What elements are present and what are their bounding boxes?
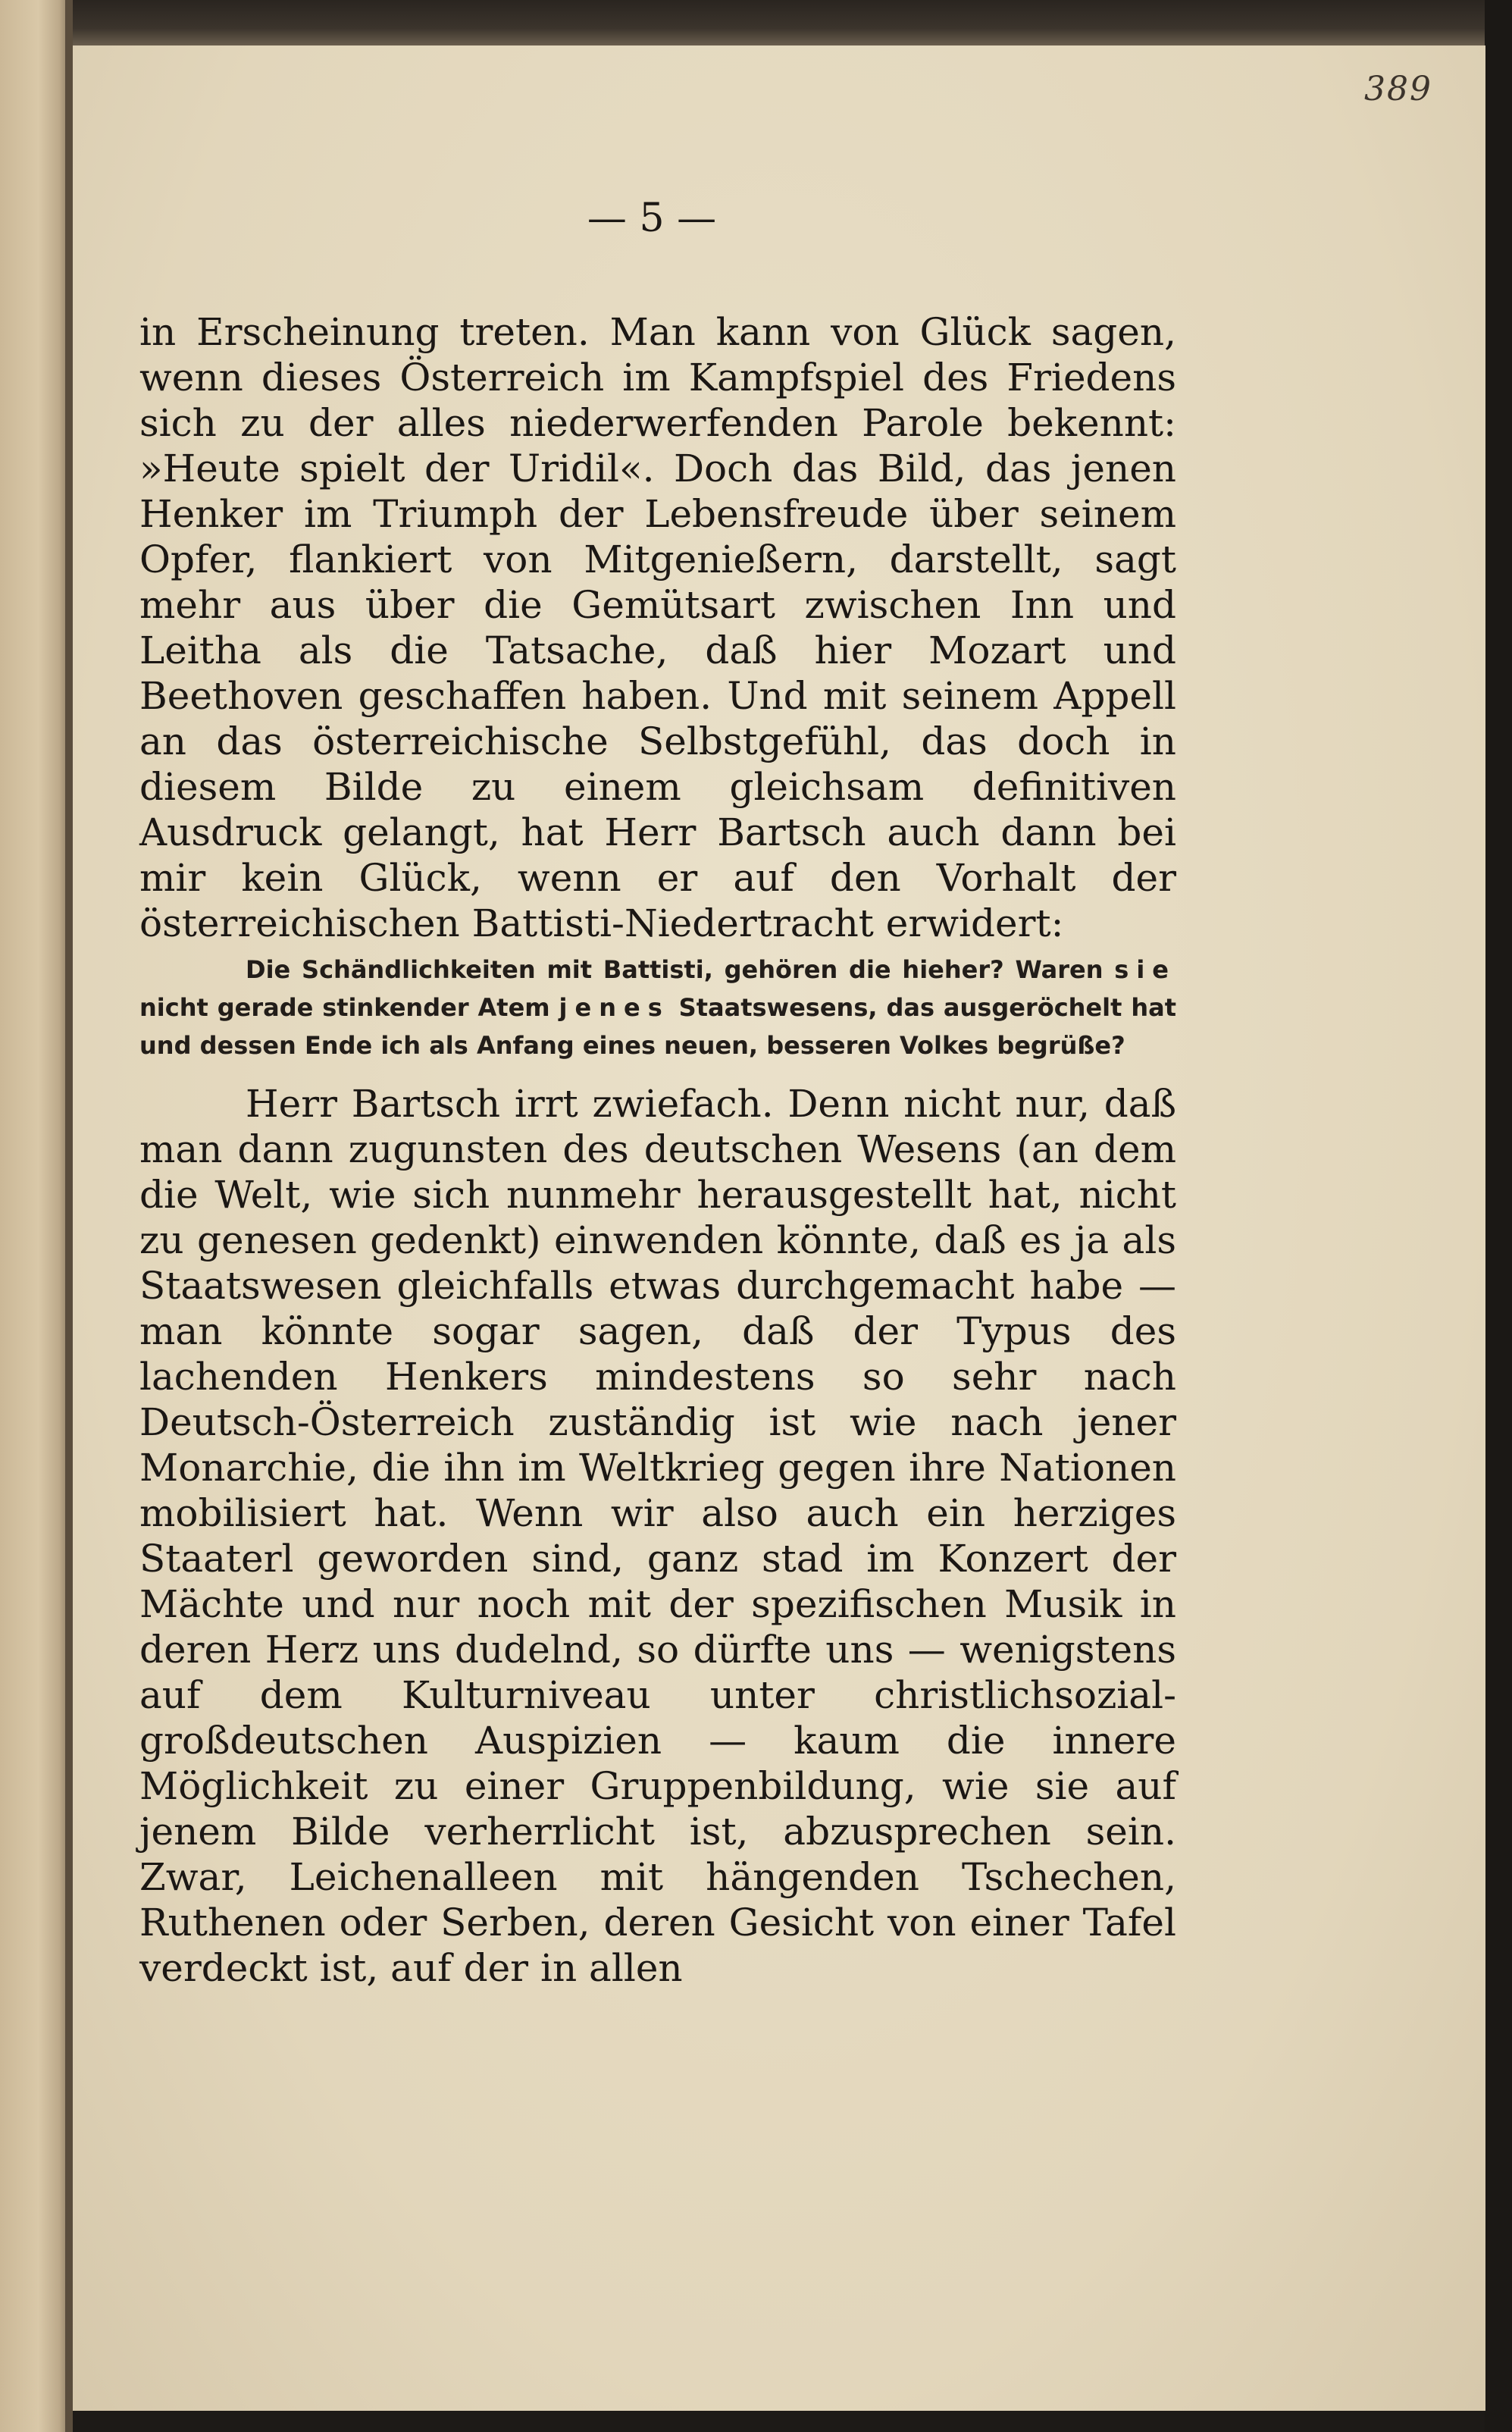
previous-page-edge <box>0 0 70 2432</box>
quote-text-1: Die Schändlichkeiten mit Battisti, gehören die hieher? Waren <box>246 955 1115 984</box>
binding-shadow <box>65 0 73 2432</box>
block-quote <box>139 951 1176 1064</box>
quote-emphasis-jenes: jenes <box>559 993 670 1022</box>
page-number: — 5 — <box>587 196 717 241</box>
quote-text-2: nicht gerade stinkender Atem <box>139 993 559 1022</box>
scan-right-border <box>1485 0 1512 2432</box>
paragraph-2: Herr Bartsch irrt zwiefach. Denn nicht nur, daß man dann zugunsten des deutschen Wesens (an dem die Welt, wie sich nunmehr herausgestellt hat, nicht zu genesen gedenkt) einwenden könnte, daß es ja als Staatswesen gleichfalls etwas durchgemacht habe — man könnte sogar sagen, daß der Typus des lachenden Henkers mindestens so sehr nach Deutsch-Österreich zuständig ist wie nach jener Monarchie, die ihn im Weltkrieg gegen ihre Nationen mobilisiert hat. Wenn wir also auch ein herziges Staaterl geworden sind, ganz stad im Konzert der Mächte und nur noch mit der spezifischen Musik in deren Herz uns dudelnd, so dürfte uns — wenigstens auf dem Kulturniveau unter christlichsozial-großdeutschen Auspizien — kaum die innere Möglichkeit zu einer Gruppenbildung, wie sie auf jenem Bilde verherrlicht ist, abzusprechen sein. Zwar, Leichenalleen mit hängenden Tschechen, Ruthenen oder Serben, deren Gesicht von einer Tafel verdeckt ist, auf der in allen <box>139 1082 1176 1990</box>
quote-emphasis-sie: sie <box>1114 955 1176 984</box>
quote-text-3: Staatswesens, das ausgeröchelt hat und dessen Ende ich als Anfang eines neuen, besseren Volkes begrüße? <box>139 993 1177 1060</box>
scan-top-border <box>73 0 1512 47</box>
main-text-column <box>139 309 1176 1991</box>
paragraph-1: in Erscheinung treten. Man kann von Glück sagen, wenn dieses Österreich im Kampfspiel des Friedens sich zu der alles niederwerfenden Parole bekennt: »Heute spielt der Uridil«. Doch das Bild, das jenen Henker im Triumph der Lebensfreude über seinem Opfer, flankiert von Mitgenießern, darstellt, sagt mehr aus über die Gemütsart zwischen Inn und Leitha als die Tatsache, daß hier Mozart und Beethoven geschaffen haben. Und mit seinem Appell an das österreichische Selbstgefühl, das doch in diesem Bilde zu einem gleichsam definitiven Ausdruck gelangt, hat Herr Bartsch auch dann bei mir kein Glück, wenn er auf den Vorhalt der österreichischen Battisti-Niedertracht erwidert: <box>139 310 1176 945</box>
archive-folio-number: 389 <box>1364 70 1432 108</box>
